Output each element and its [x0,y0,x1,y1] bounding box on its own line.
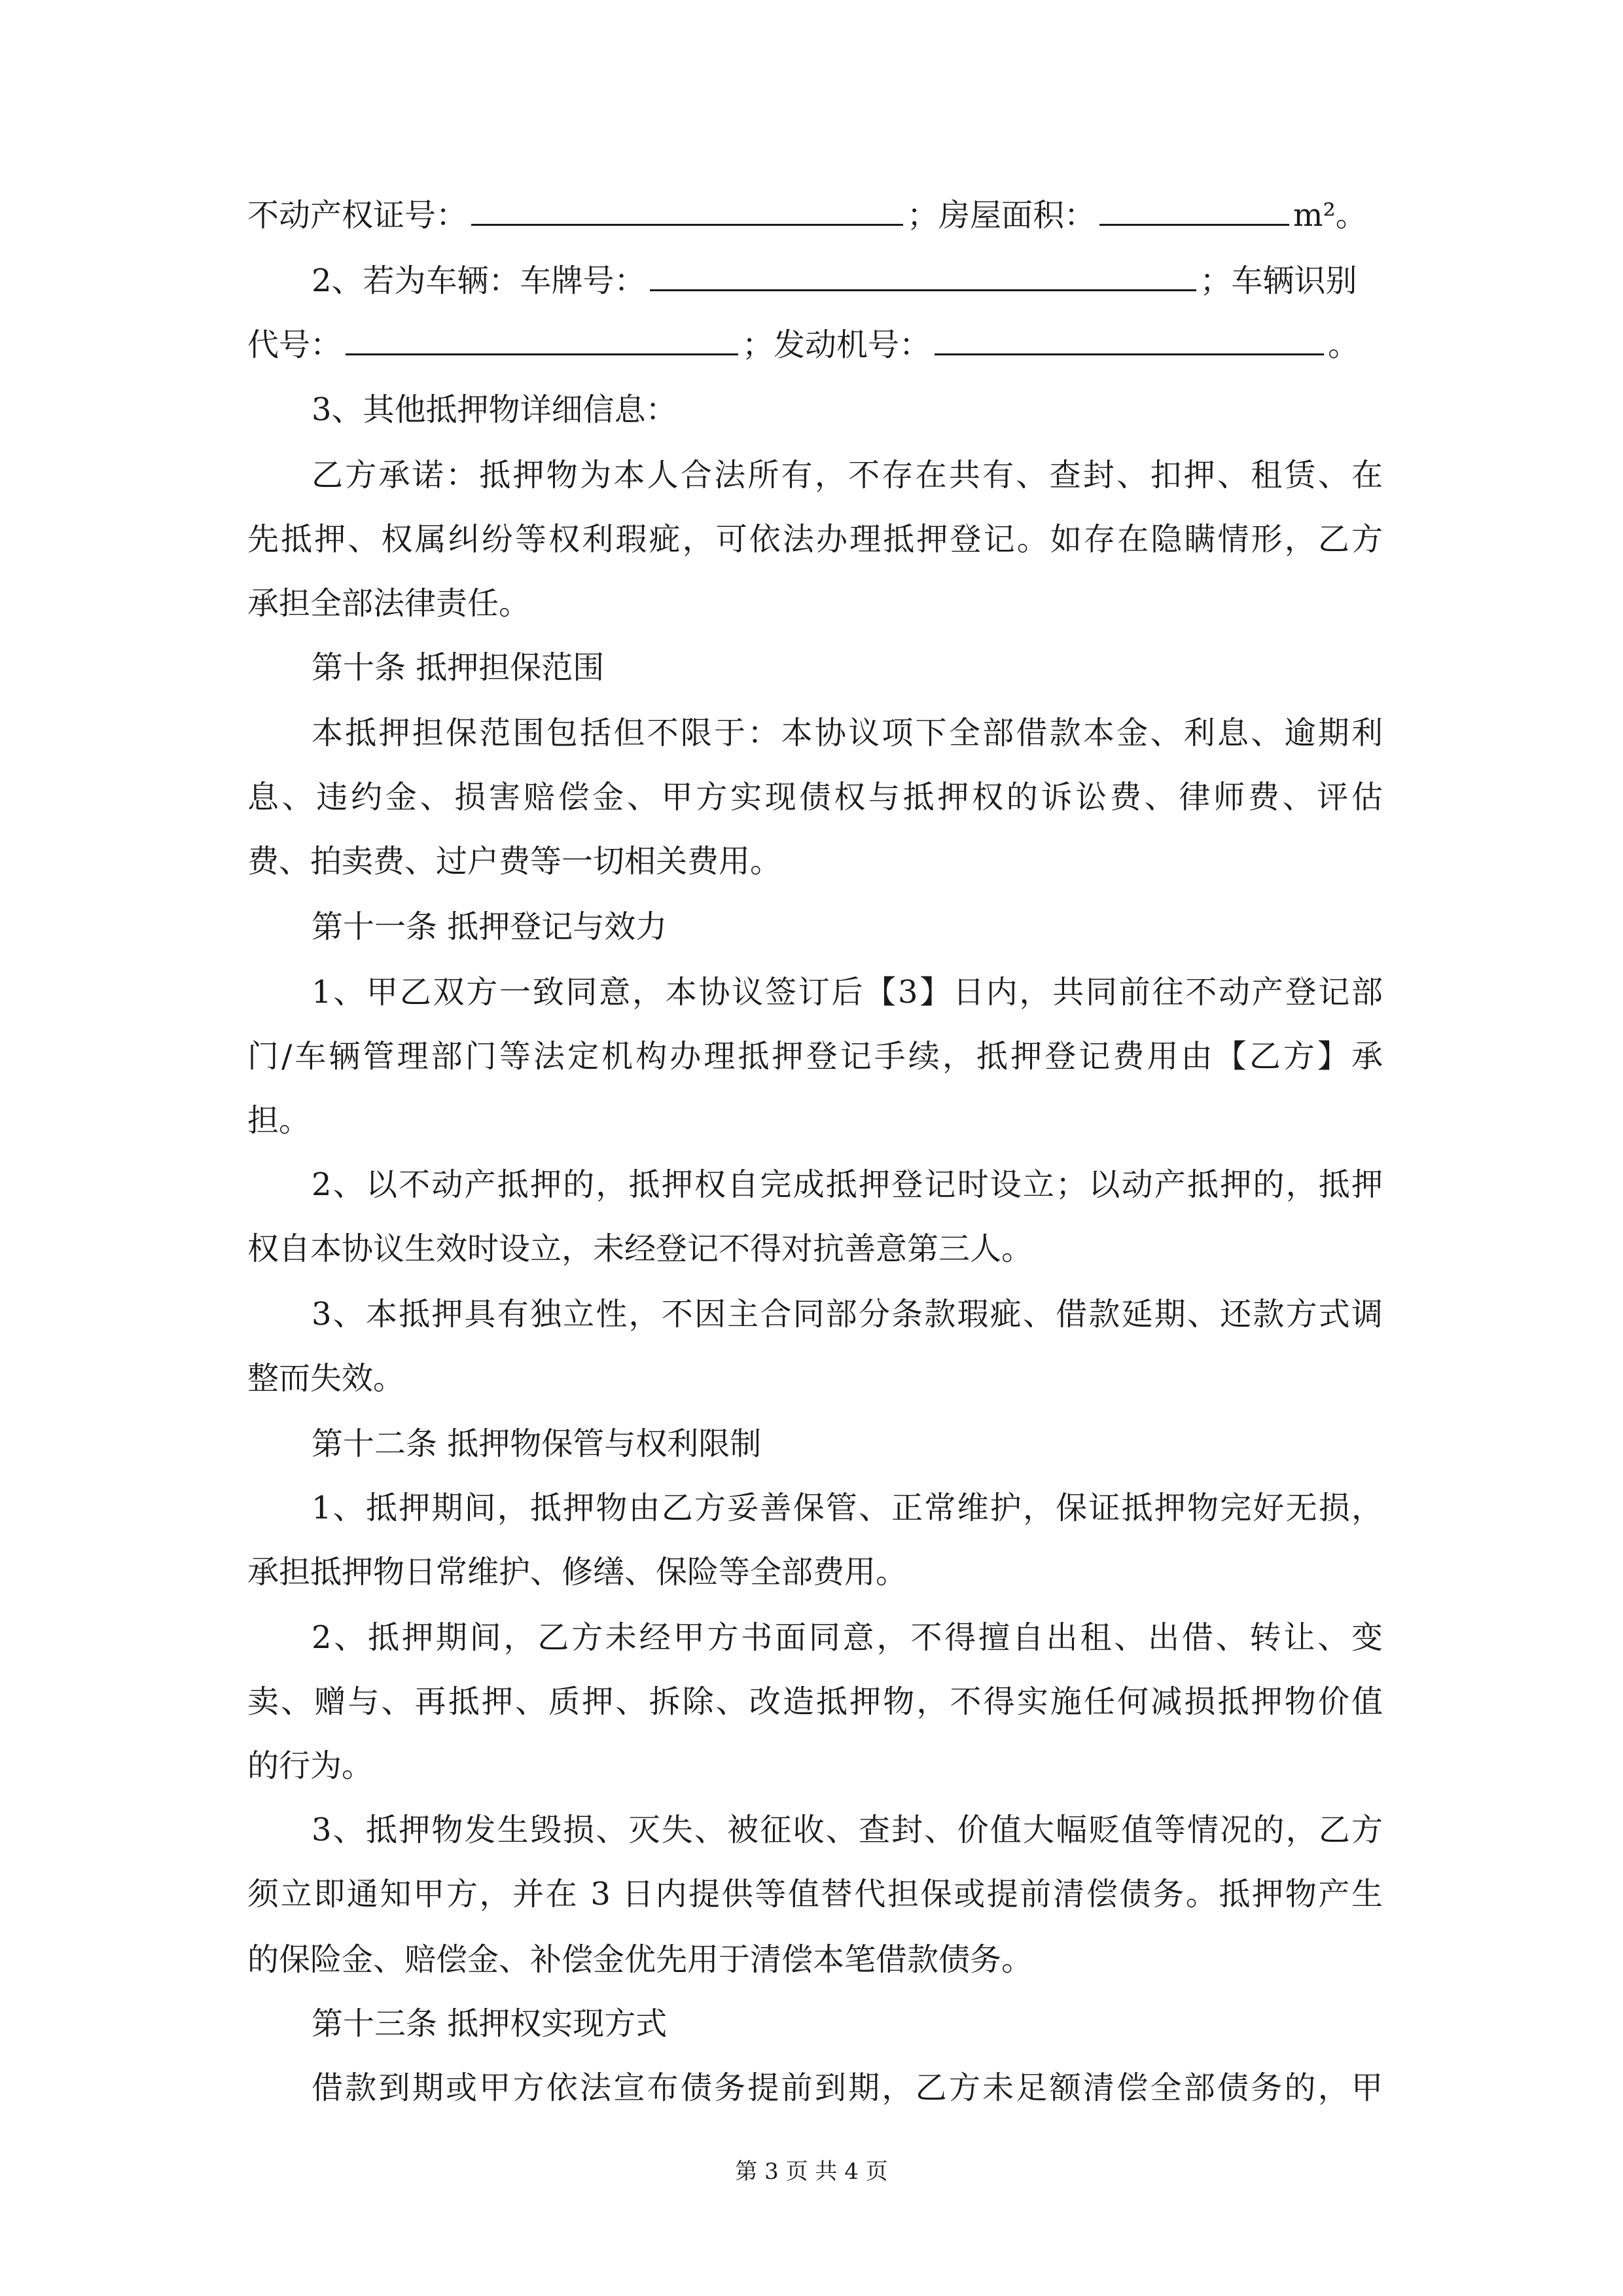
party-b-promise-line-1: 乙方承诺：抵押物为本人合法所有，不存在共有、查封、扣押、租赁、在 [312,457,1383,493]
vehicle-line: 2、若为车辆：车牌号： ；车辆识别 [312,257,1383,304]
vin-blank[interactable] [346,321,738,355]
article-12-item-1-line-2: 承担抵押物日常维护、修缮、保险等全部费用。 [247,1554,908,1590]
article-10-heading: 第十条 抵押担保范围 [312,649,605,686]
article-12-item-3-line-3: 的保险金、赔偿金、补偿金优先用于清偿本笔借款债务。 [247,1941,1033,1978]
other-collateral-line: 3、其他抵押物详细信息： [312,391,677,428]
article-12-item-2-line-2: 卖、赠与、再抵押、质押、拆除、改造抵押物，不得实施任何减损抵押物价值 [247,1683,1383,1720]
article-13-heading: 第十三条 抵押权实现方式 [312,2005,668,2042]
article-11-item-3-line-1: 3、本抵押具有独立性，不因主合同部分条款瑕疵、借款延期、还款方式调 [312,1296,1383,1333]
property-cert-line: 不动产权证号： ；房屋面积： m²。 [247,191,1383,238]
article-11-heading: 第十一条 抵押登记与效力 [312,908,668,945]
article-12-item-3-line-1: 3、抵押物发生毁损、灭失、被征收、查封、价值大幅贬值等情况的，乙方 [312,1812,1383,1848]
article-12-item-1-line-1: 1、抵押期间，抵押物由乙方妥善保管、正常维护，保证抵押物完好无损， [312,1490,1383,1526]
article-11-item-2-line-1: 2、以不动产抵押的，抵押权自完成抵押登记时设立；以动产抵押的，抵押 [312,1166,1383,1203]
article-10-line-1: 本抵押担保范围包括但不限于：本协议项下全部借款本金、利息、逾期利 [312,715,1383,751]
article-12-item-2-line-1: 2、抵押期间，乙方未经甲方书面同意，不得擅自出租、出借、转让、变 [312,1619,1383,1656]
article-11-item-1-line-1: 1、甲乙双方一致同意，本协议签订后【3】日内，共同前往不动产登记部 [312,974,1383,1011]
article-13-line-1: 借款到期或甲方依法宣布债务提前到期，乙方未足额清偿全部债务的，甲 [312,2070,1383,2106]
article-12-item-3-line-2: 须立即通知甲方，并在 3 日内提供等值替代担保或提前清偿债务。抵押物产生 [247,1876,1383,1912]
engine-number-blank[interactable] [935,321,1324,355]
article-10-line-2: 息、违约金、损害赔偿金、甲方实现债权与抵押权的诉讼费、律师费、评估 [247,779,1383,816]
party-b-promise-line-2: 先抵押、权属纠纷等权利瑕疵，可依法办理抵押登记。如存在隐瞒情形，乙方 [247,521,1383,558]
area-blank[interactable] [1099,191,1289,226]
article-11-item-1-line-3: 担。 [247,1102,311,1139]
article-11-item-3-line-2: 整而失效。 [247,1360,405,1397]
article-10-line-3: 费、拍卖费、过户费等一切相关费用。 [247,843,782,880]
cert-number-blank[interactable] [471,191,903,226]
article-11-item-1-line-2: 门/车辆管理部门等法定机构办理抵押登记手续，抵押登记费用由【乙方】承 [247,1038,1383,1075]
vin-engine-line: 代号： ；发动机号： 。 [247,321,1383,368]
article-11-item-2-line-2: 权自本协议生效时设立，未经登记不得对抗善意第三人。 [247,1230,1033,1267]
party-b-promise-line-3: 承担全部法律责任。 [247,585,531,622]
page-number-footer: 第 3 页 共 4 页 [735,2159,888,2185]
article-12-heading: 第十二条 抵押物保管与权利限制 [312,1426,762,1462]
article-12-item-2-line-3: 的行为。 [247,1748,374,1784]
plate-number-blank[interactable] [650,257,1196,291]
